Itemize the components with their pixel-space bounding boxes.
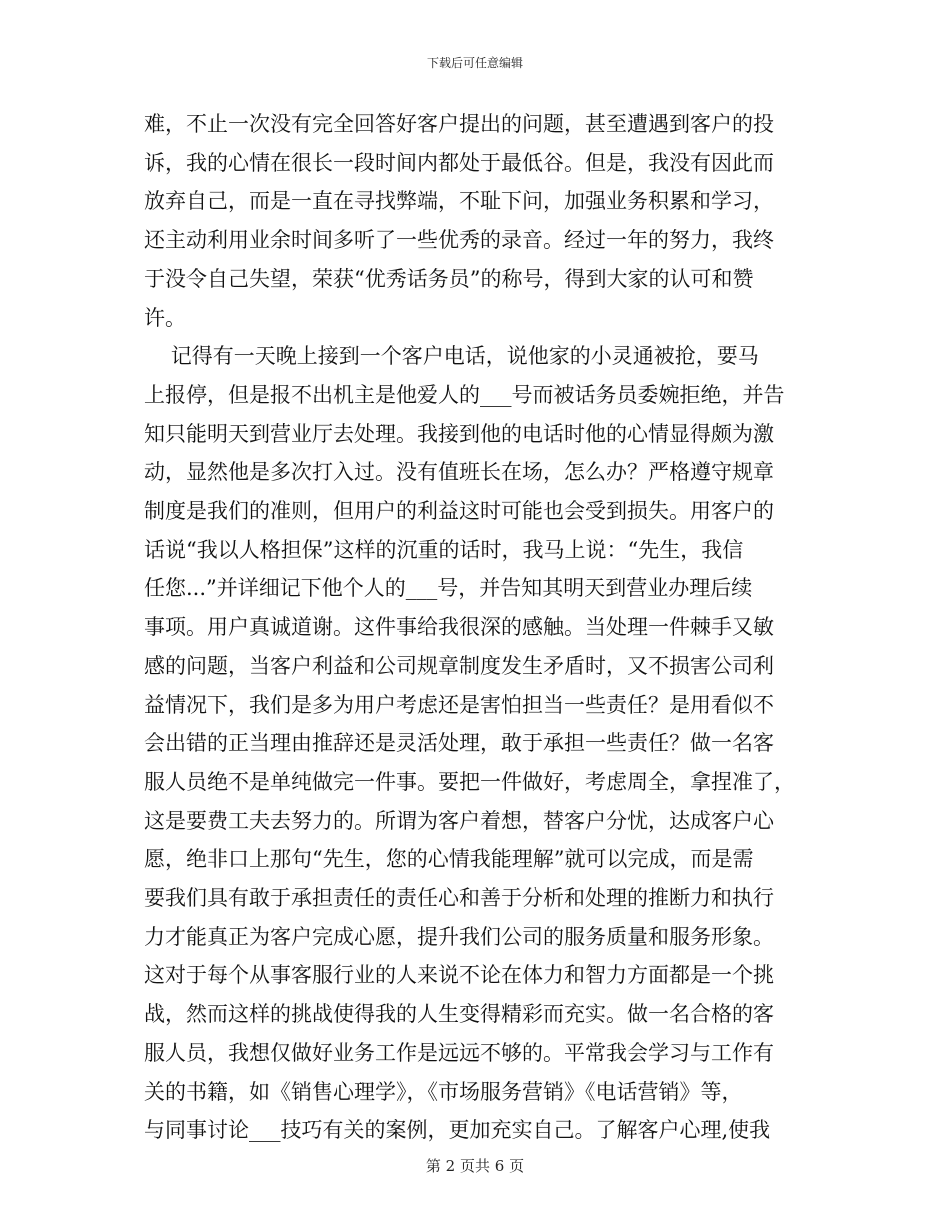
text-line: 放弃自己，而是一直在寻找弊端，不耻下问，加强业务积累和学习， (144, 189, 774, 214)
body-text (144, 105, 804, 1150)
page-header: 下载后可任意编辑 (426, 56, 523, 70)
text-line: 关的书籍，如《销售心理学》，《市场服务营销》《电话营销》等， (144, 1079, 743, 1104)
text-line: 事项。用户真诚道谢。这件事给我很深的感触。当处理一件棘手又敏 (144, 615, 774, 640)
text-line: 任您...”并详细记下他个人的___号，并告知其明天到营业办理后续 (144, 576, 753, 601)
text-line: 记得有一天晚上接到一个客户电话，说他家的小灵通被抢，要马 (144, 344, 759, 369)
text-line: 许。 (144, 305, 186, 330)
text-line: 益情况下，我们是多为用户考虑还是害怕担当一些责任？是用看似不 (144, 692, 774, 717)
text-line: 会出错的正当理由推辞还是灵活处理，敢于承担一些责任？做一名客 (144, 731, 774, 756)
text-line: 动，显然他是多次打入过。没有值班长在场，怎么办？严格遵守规章 (144, 460, 774, 485)
text-line: 感的问题，当客户利益和公司规章制度发生矛盾时，又不损害公司利 (144, 653, 774, 678)
text-line: 知只能明天到营业厅去处理。我接到他的电话时他的心情显得颇为激 (144, 421, 774, 446)
text-line: 诉，我的心情在很长一段时间内都处于最低谷。但是，我没有因此而 (144, 150, 774, 175)
text-line: 难，不止一次没有完全回答好客户提出的问题，甚至遭遇到客户的投 (144, 112, 774, 136)
text-line: 战，然而这样的挑战使得我的人生变得精彩而充实。做一名合格的客 (144, 1002, 774, 1027)
text-line: 话说“我以人格担保”这样的沉重的话时，我马上说：“先生，我信 (144, 537, 744, 562)
text-line: 制度是我们的准则，但用户的利益这时可能也会受到损失。用客户的 (144, 499, 774, 524)
page-footer: 第 2 页共 6 页 (425, 1157, 525, 1175)
text-line: 这对于每个从事客服行业的人来说不论在体力和智力方面都是一个挑 (144, 963, 774, 988)
text-line: 上报停，但是报不出机主是他爱人的___号而被话务员委婉拒绝，并告 (144, 382, 785, 407)
text-line: 服人员，我想仅做好业务工作是远远不够的。平常我会学习与工作有 (144, 1040, 774, 1065)
text-line: 这是要费工夫去努力的。所谓为客户着想，替客户分忧，达成客户心 (144, 808, 774, 833)
text-line: 要我们具有敢于承担责任的责任心和善于分析和处理的推断力和执行 (144, 886, 774, 911)
text-line: 于没令自己失望，荣获“优秀话务员”的称号，得到大家的认可和赞 (144, 266, 754, 291)
text-line: 还主动利用业余时间多听了一些优秀的录音。经过一年的努力，我终 (144, 228, 774, 253)
text-line: 与同事讨论___技巧有关的案例，更加充实自己。了解客户心理,使我 (144, 1118, 771, 1143)
text-line: 愿，绝非口上那句“先生，您的心情我能理解”就可以完成，而是需 (144, 847, 754, 872)
text-line: 服人员绝不是单纯做完一件事。要把一件做好，考虑周全，拿捏准了， (144, 769, 795, 794)
text-line: 力才能真正为客户完成心愿，提升我们公司的服务质量和服务形象。 (144, 924, 774, 949)
